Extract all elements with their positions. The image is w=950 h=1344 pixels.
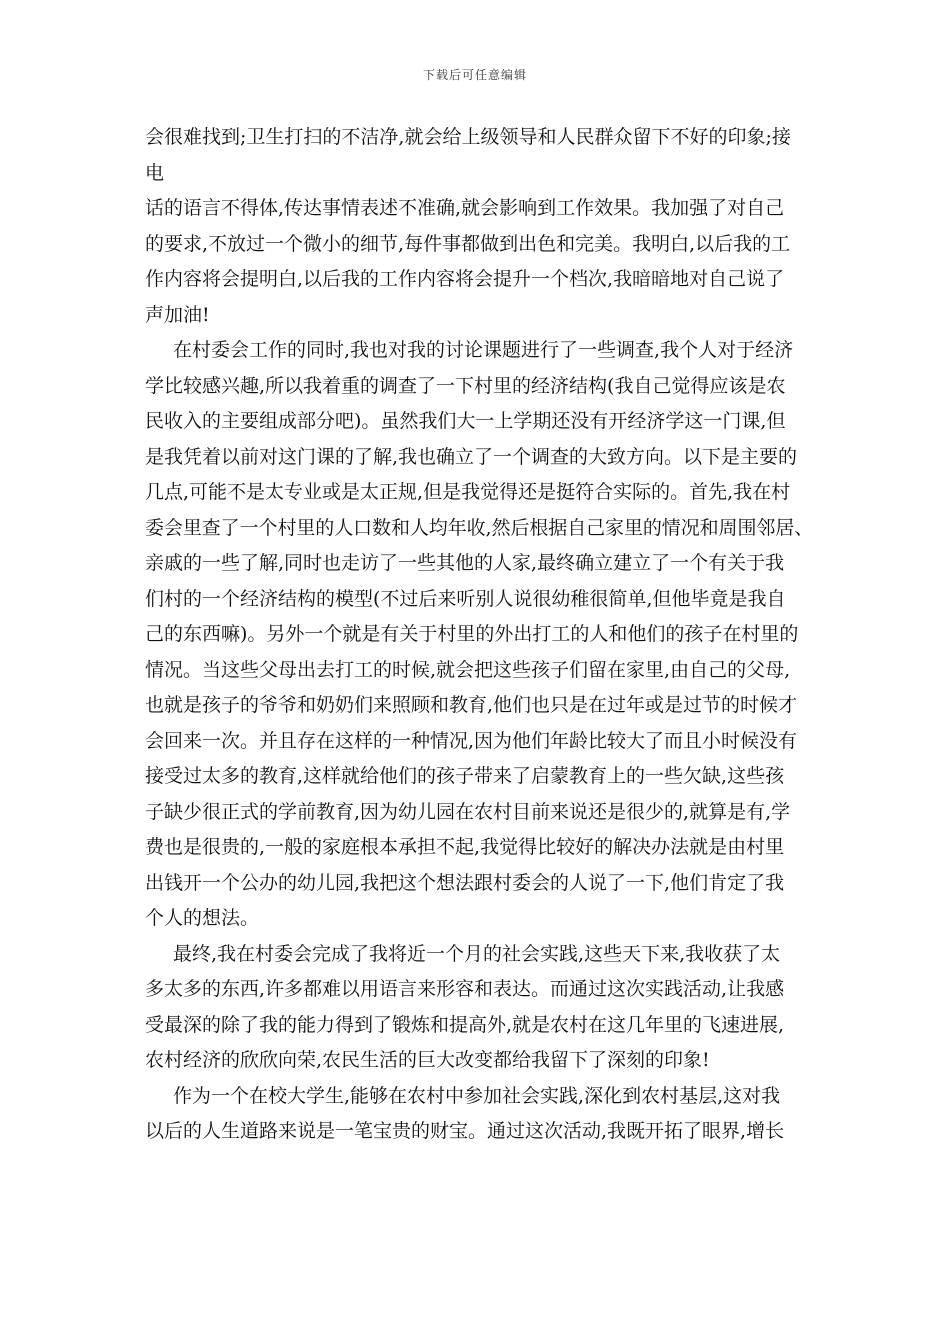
text-line: 子缺少很正式的学前教育,因为幼儿园在农村目前来说还是很少的,就算是有,学 — [145, 800, 791, 823]
text-line: 多太多的东西,许多都难以用语言来形容和表达。而通过这次实践活动,让我感 — [145, 978, 785, 1000]
text-line: 委会里查了一个村里的人口数和人均年收,然后根据自己家里的情况和周围邻居、 — [145, 516, 814, 539]
text-line: 个人的想法。 — [145, 907, 260, 929]
text-line: 受最深的除了我的能力得到了锻炼和提高外,就是农村在这几年里的飞速进展, — [145, 1013, 785, 1036]
text-line: 作内容将会提明白,以后我的工作内容将会提升一个档次,我暗暗地对自己说了 — [145, 268, 785, 290]
text-line: 的要求,不放过一个微小的细节,每件事都做到出色和完美。我明白,以后我的工 — [145, 232, 791, 255]
text-line: 农村经济的欣欣向荣,农民生活的巨大改变都给我留下了深刻的印象! — [145, 1049, 710, 1071]
text-line: 作为一个在校大学生,能够在农村中参加社会实践,深化到农村基层,这对我 — [173, 1084, 781, 1107]
text-line: 是我凭着以前对这门课的了解,我也确立了一个调查的大致方向。以下是主要的 — [145, 445, 798, 468]
text-line: 接受过太多的教育,这样就给他们的孩子带来了启蒙教育上的一些欠缺,这些孩 — [145, 765, 785, 787]
page-header: 下载后可任意编辑 — [422, 68, 527, 82]
text-line: 费也是很贵的,一般的家庭根本承担不起,我觉得比较好的解决办法就是由村里 — [145, 836, 785, 858]
text-line: 民收入的主要组成部分吧)。虽然我们大一上学期还没有开经济学这一门课,但 — [145, 410, 786, 432]
text-line: 也就是孩子的爷爷和奶奶们来照顾和教育,他们也只是在过年或是过节的时候才 — [145, 694, 798, 716]
text-line: 学比较感兴趣,所以我着重的调查了一下村里的经济结构(我自己觉得应该是农 — [145, 374, 786, 397]
text-line: 己的东西嘛)。另外一个就是有关于村里的外出打工的人和他们的孩子在村里的 — [145, 623, 799, 645]
text-line: 们村的一个经济结构的模型(不过后来听别人说很幼稚很简单,但他毕竟是我自 — [145, 587, 786, 610]
text-line: 出钱开一个公办的幼儿园,我把这个想法跟村委会的人说了一下,他们肯定了我 — [145, 871, 785, 894]
text-line: 电 — [145, 161, 165, 184]
text-line: 亲戚的一些了解,同时也走访了一些其他的人家,最终确立建立了一个有关于我 — [145, 552, 785, 574]
text-line: 几点,可能不是太专业或是太正规,但是我觉得还是挺符合实际的。首先,我在村 — [145, 481, 791, 503]
text-line: 情况。当这些父母出去打工的时候,就会把这些孩子们留在家里,由自己的父母, — [145, 658, 791, 681]
text-line: 以后的人生道路来说是一笔宝贵的财宝。通过这次活动,我既开拓了眼界,增长 — [145, 1120, 785, 1142]
body-text — [145, 120, 813, 1150]
text-line: 在村委会工作的同时,我也对我的讨论课题进行了一些调查,我个人对于经济 — [173, 339, 794, 361]
text-line: 会很难找到;卫生打扫的不洁净,就会给上级领导和人民群众留下不好的印象;接 — [145, 126, 791, 148]
text-line: 最终,我在村委会完成了我将近一个月的社会实践,这些天下来,我收获了太 — [173, 942, 781, 965]
text-line: 会回来一次。并且存在这样的一种情况,因为他们年龄比较大了而且小时候没有 — [145, 729, 798, 752]
text-line: 声加油! — [145, 303, 210, 326]
text-line: 话的语言不得体,传达事情表述不准确,就会影响到工作效果。我加强了对自己 — [145, 197, 785, 219]
